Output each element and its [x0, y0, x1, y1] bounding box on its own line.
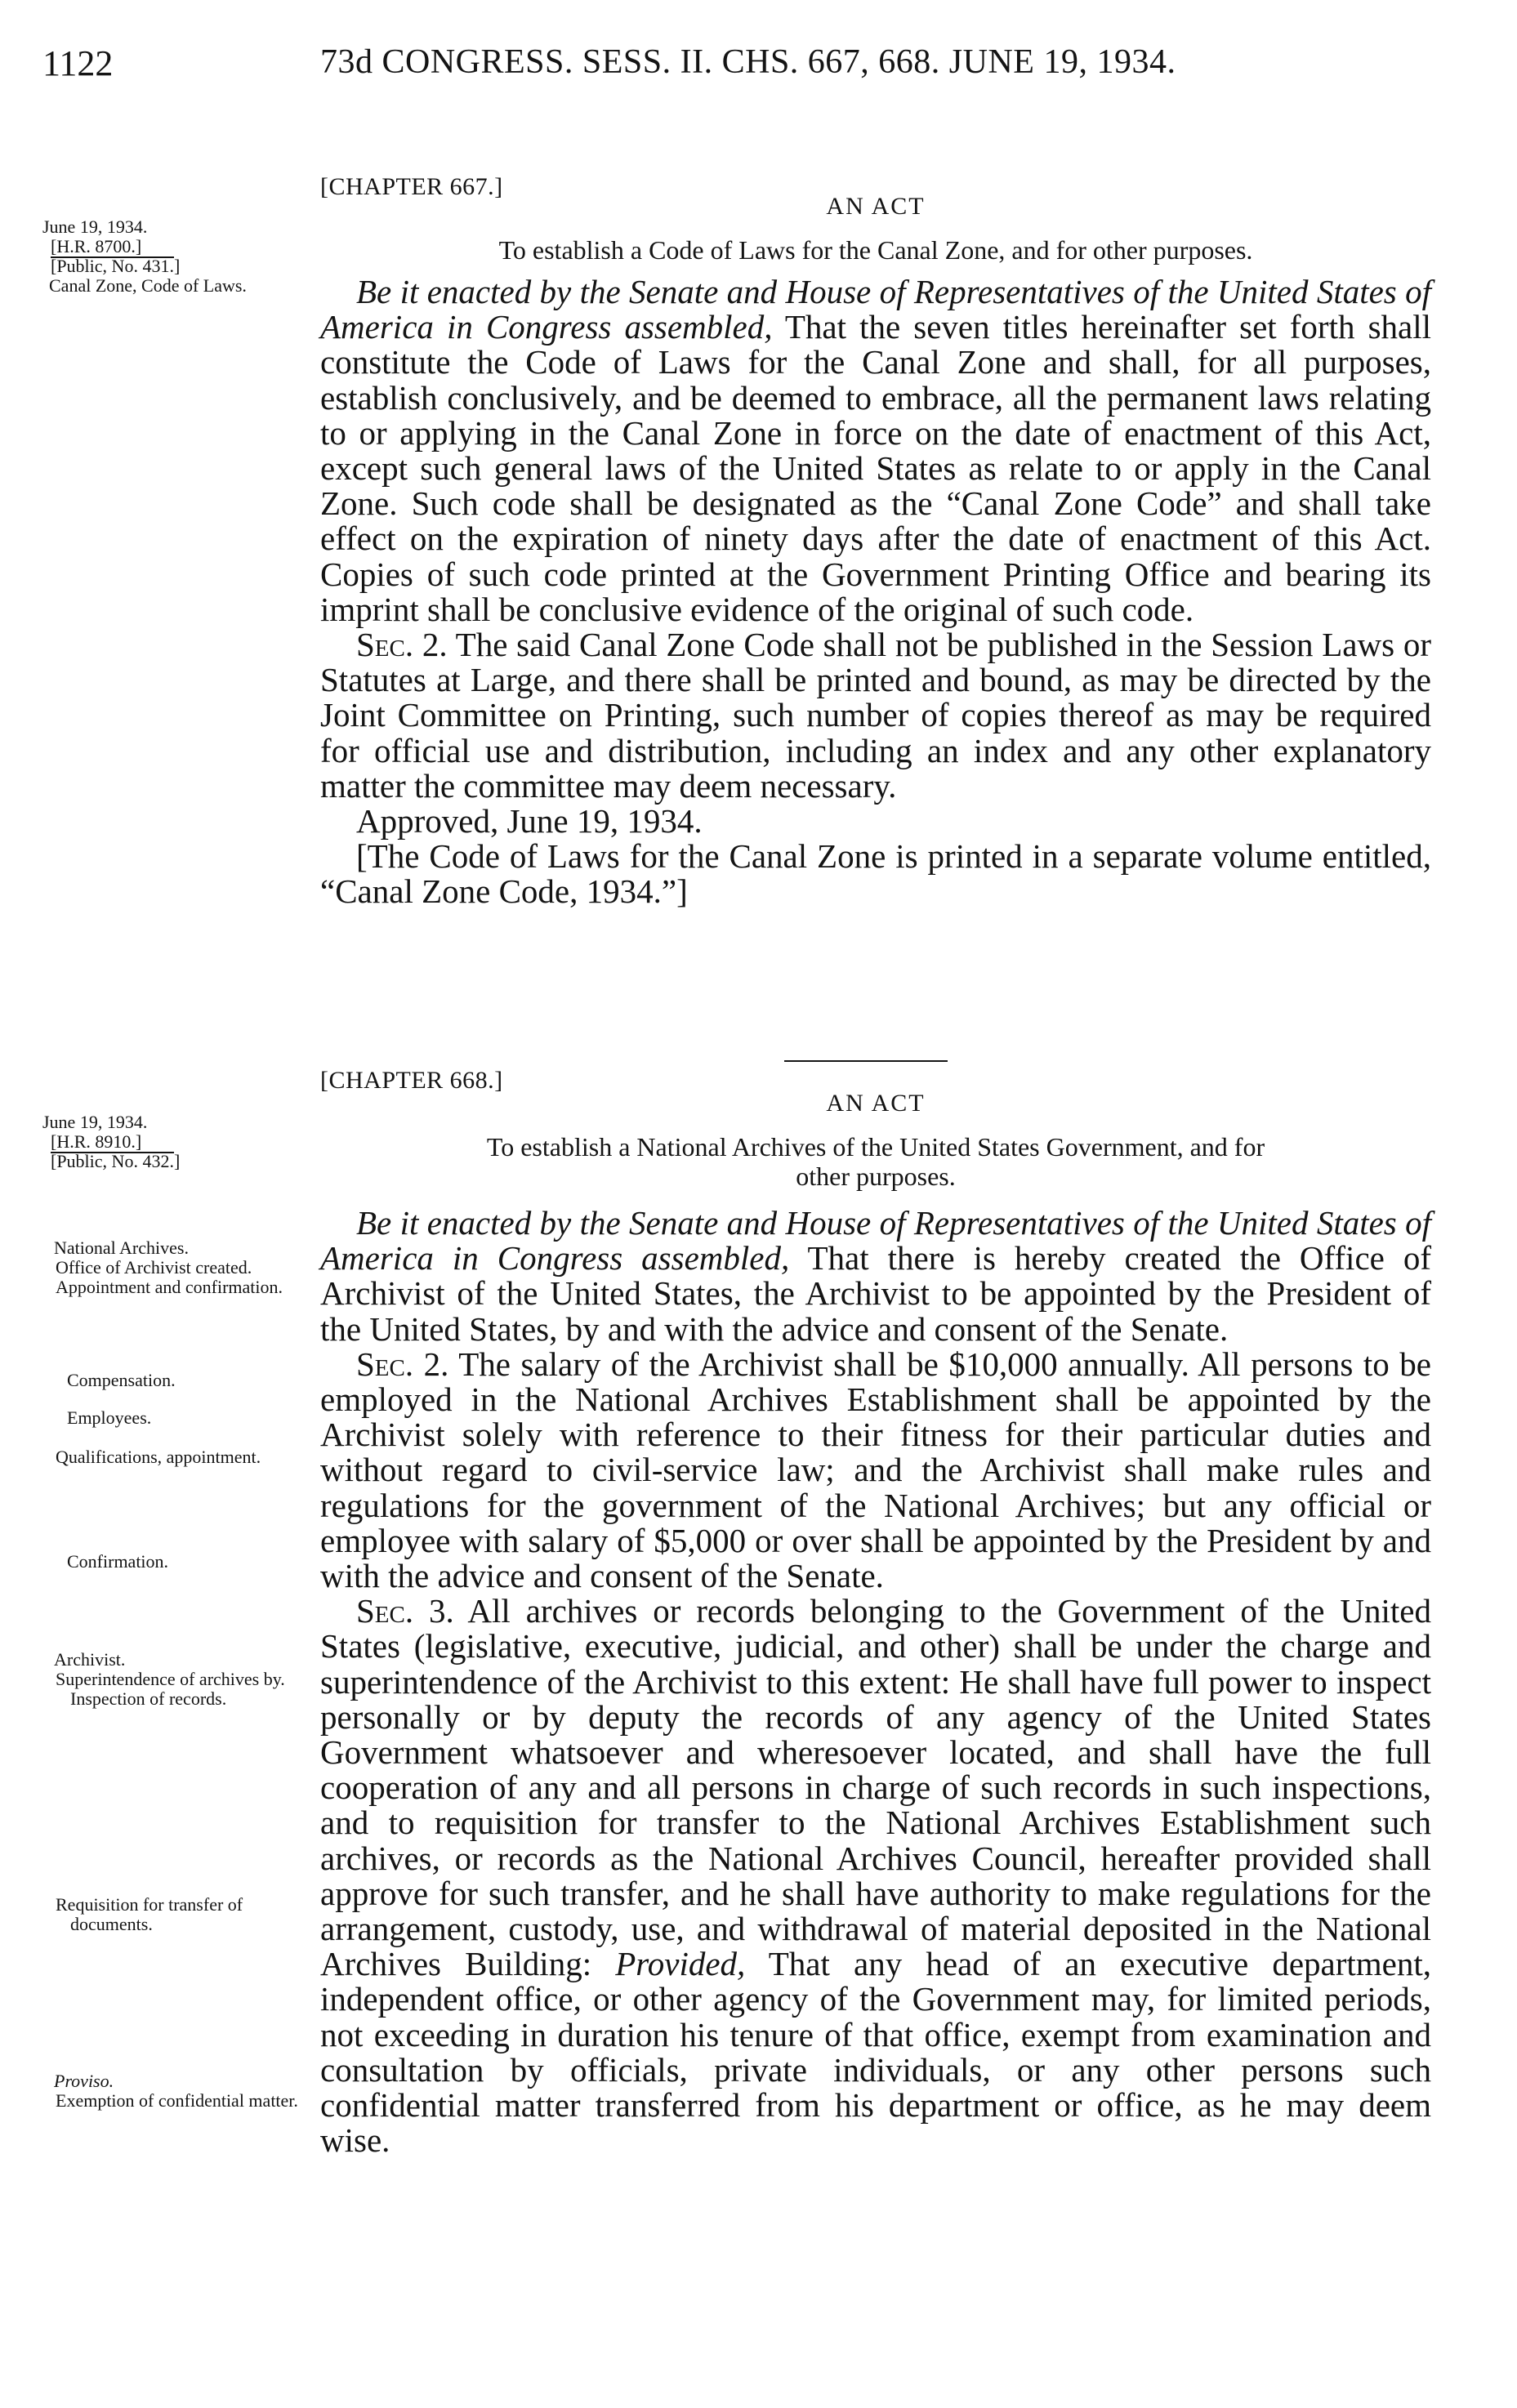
- margin-date: June 19, 1934.: [42, 1112, 148, 1132]
- proviso-word: Provided,: [615, 1945, 746, 1983]
- margin-bill-number: [H.R. 8910.]: [42, 1132, 312, 1152]
- chapter-668-act-title: AN ACT: [826, 1090, 926, 1117]
- section-label: Sec. 3.: [356, 1592, 454, 1630]
- margin-date: June 19, 1934.: [42, 216, 148, 237]
- chapter-668-purpose: To establish a National Archives of the United States Government, and for other purposes.: [486, 1132, 1265, 1191]
- margin-note-proviso: Proviso. Exemption of confidential matter.: [54, 2071, 298, 2111]
- chapter-668-margin-citation: [42, 1113, 312, 1171]
- chapter-668-section-1: Be it enacted by the Senate and House of Representatives of the United States of America in Congress assembled, That there is hereby created the Office of Archivist of the United States, the Archivist to be appointed by the President of the United States, by and with the advice and consent of the Senate.: [320, 1204, 1431, 1348]
- chapter-668-section-2: Sec. 2. The salary of the Archivist shall be $10,000 annually. All persons to be employed in the National Archives Establishment shall be appointed by the Archivist solely with reference to their fitness for their particular duties and without regard to civil-service law; and the Archivist shall make rules and regulations for the government of the National Archives; but any official or employee with salary of $5,000 or over shall be appointed by the President by and with the advice and consent of the Senate.: [320, 1344, 1432, 1595]
- page-header: [0, 42, 1517, 91]
- margin-note-confirmation: Confirmation.: [67, 1551, 169, 1572]
- enacting-clause: Be it enacted by the Senate and House of Representatives of the United States of America in Congress assembled,: [320, 273, 1431, 346]
- margin-note-qualifications: Qualifications, appointment.: [56, 1447, 261, 1467]
- chapter-divider: [784, 1060, 948, 1062]
- section-label: Sec. 2.: [356, 1344, 449, 1383]
- chapter-667-section-1: Be it enacted by the Senate and House of Representatives of the United States of America in Congress assembled, That the seven titles hereinafter set forth shall constitute the Code of Laws for the Canal Zone and shall, for all purposes, establish conclusively, and be deemed to embrace, all the permanent laws relating to or applying in the Canal Zone in force on the date of enactment of this Act, except such general laws of the United States as relate to or apply in the Canal Zone. Such code shall be designated as the “Canal Zone Code” and shall take effect on the expiration of ninety days after the date of enactment of this Act. Copies of such code printed at the Government Printing Office and bearing its imprint shall be conclusive evidence of the original of such code.: [320, 273, 1432, 628]
- page-number: 1122: [42, 43, 114, 83]
- chapter-667-label: [CHAPTER 667.]: [320, 173, 503, 200]
- margin-public-number: [Public, No. 431.]: [51, 256, 181, 276]
- margin-note-employees: Employees.: [67, 1407, 152, 1428]
- margin-note-archivist: Archivist. Superintendence of archives by. Inspection of records.: [54, 1649, 285, 1709]
- margin-public-number: [Public, No. 432.]: [51, 1151, 181, 1171]
- enacting-clause: Be it enacted by the Senate and House of Representatives of the United States of America in Congress assembled,: [320, 1204, 1431, 1278]
- chapter-667-editorial-note: [The Code of Laws for the Canal Zone is printed in a separate volume entitled, “Canal Zone Code, 1934.”]: [320, 837, 1431, 911]
- chapter-668-label: [CHAPTER 668.]: [320, 1067, 503, 1094]
- margin-bill-number: [H.R. 8700.]: [42, 237, 312, 256]
- chapter-667-section-2: Sec. 2. The said Canal Zone Code shall not be published in the Session Laws or Statutes at Large, and there shall be printed and bound, as may be directed by the Joint Committee on Printing, such number of copies thereof as may be required for official use and distribution, including an index and any other explanatory matter the committee may deem necessary.: [320, 626, 1431, 805]
- section-label: Sec. 2.: [356, 626, 448, 664]
- chapter-667-margin-citation: [42, 217, 312, 296]
- margin-topic-canal-zone: Canal Zone, Code of Laws.: [49, 275, 247, 296]
- chapter-667-act-title: AN ACT: [826, 193, 926, 220]
- margin-note-requisition: Requisition for transfer of documents.: [56, 1894, 243, 1934]
- chapter-667-purpose: To establish a Code of Laws for the Canal Zone, and for other purposes.: [498, 235, 1253, 265]
- margin-note-national-archives: National Archives. Office of Archivist created. Appointment and confirmation.: [54, 1237, 283, 1297]
- chapter-668-section-3: Sec. 3. All archives or records belonging to the Government of the United States (legislative, executive, judicial, and other) shall be under the charge and superintendence of the Archivist to this extent: He shall have full power to inspect personally or by deputy the records of any agency of the United States Government whatsoever and wheresoever located, and shall have the full cooperation of any and all persons in charge of such records in such inspections, and to requisition for transfer to the National Archives Establishment such archives, or records as the National Archives Council, hereafter provided shall approve for such transfer, and he shall have authority to make regulations for the arrangement, custody, use, and withdrawal of material deposited in the National Archives Building: Provided, That any head of an executive department, independent office, or other agency of the Government may, for limited periods, not exceeding in duration his tenure of that office, exempt from examination and consultation by officials, private individuals, or any other persons such confidential matter transferred from his department or office, as he may deem wise.: [320, 1592, 1432, 2160]
- margin-note-compensation: Compensation.: [67, 1370, 176, 1390]
- chapter-668-body: [320, 1206, 1431, 2158]
- chapter-667-approved: Approved, June 19, 1934.: [356, 802, 703, 841]
- chapter-667-body: [320, 274, 1431, 910]
- running-head: 73d CONGRESS. SESS. II. CHS. 667, 668. JUNE 19, 1934.: [320, 43, 1176, 81]
